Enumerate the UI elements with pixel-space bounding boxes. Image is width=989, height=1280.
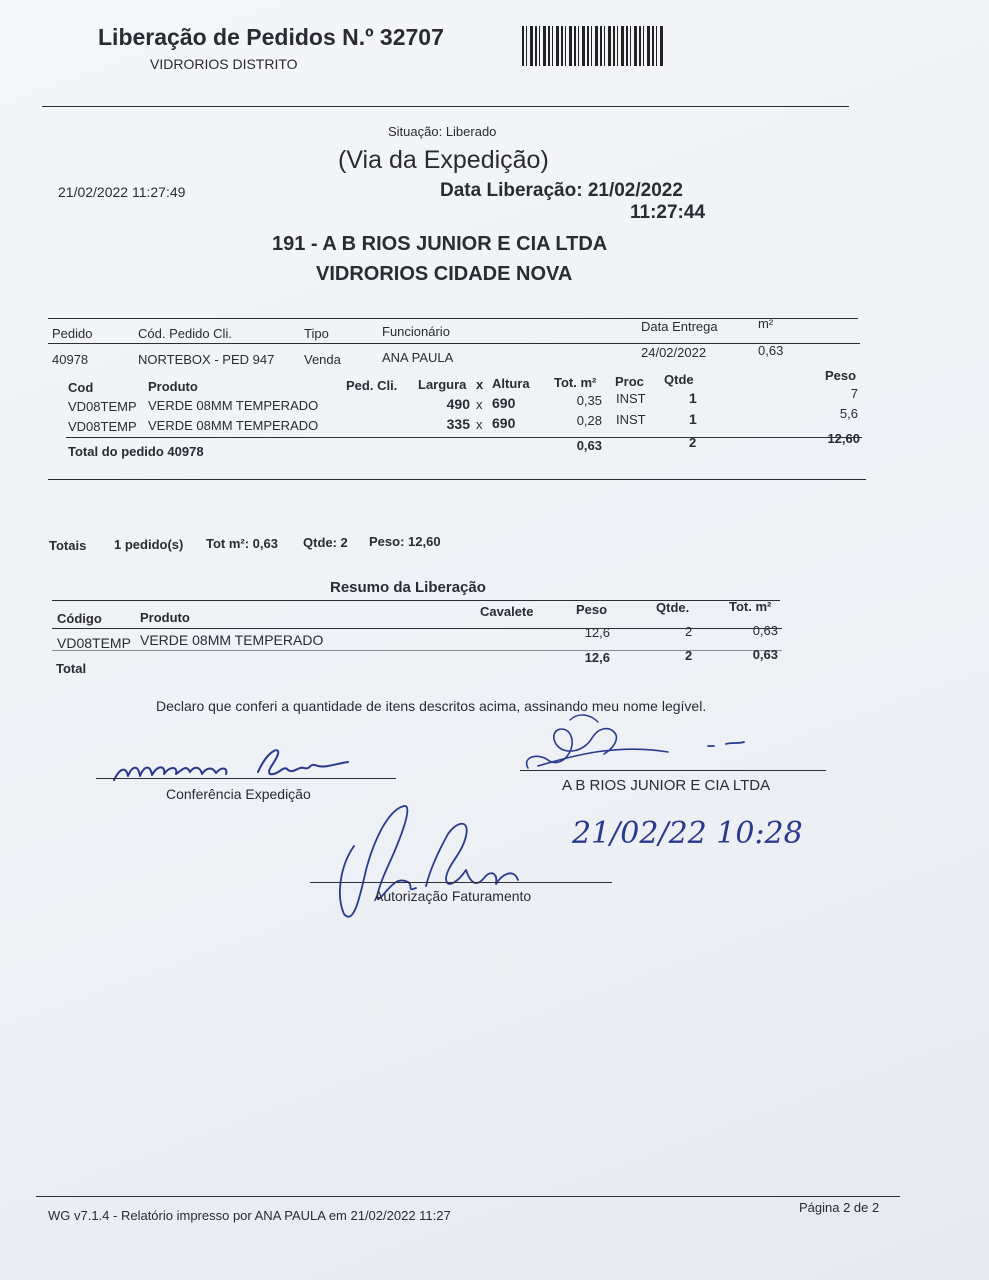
- order-cod-pedido-cli: NORTEBOX - PED 947: [138, 352, 275, 367]
- resumo-total-label: Total: [56, 661, 87, 676]
- resumo-peso: 12,6: [584, 625, 610, 640]
- conferencia-signature: [108, 740, 398, 790]
- company-subtitle: VIDRORIOS DISTRITO: [150, 56, 298, 72]
- resumo-total-rule: [52, 650, 782, 651]
- footer-page-number: Página 2 de 2: [799, 1200, 880, 1215]
- handwritten-datetime: 21/02/22 10:28: [572, 816, 803, 851]
- items-col-altura: Altura: [492, 376, 530, 391]
- via-label: (Via da Expedição): [338, 146, 549, 174]
- autorizacao-label: Autorização Faturamento: [374, 888, 532, 904]
- document-title: Liberação de Pedidos N.º 32707: [98, 24, 444, 50]
- col-data-entrega: Data Entrega: [641, 319, 718, 334]
- items-col-cod: Cod: [68, 380, 94, 395]
- resumo-qtde: 2: [685, 624, 693, 639]
- footer-printed-by: WG v7.1.4 - Relatório impresso por ANA PAULA em 21/02/2022 11:27: [48, 1208, 451, 1223]
- order-m2: 0,63: [758, 343, 784, 358]
- items-col-x: x: [476, 377, 484, 392]
- item-proc: INST: [616, 391, 646, 406]
- item-x: x: [476, 417, 483, 432]
- item-tot-m2: 0,35: [576, 393, 602, 408]
- order-total-qtde: 2: [689, 435, 697, 450]
- resumo-col-qtde: Qtde.: [656, 600, 690, 615]
- client-signature-line: [520, 770, 826, 771]
- col-pedido: Pedido: [52, 326, 93, 341]
- item-produto: VERDE 08MM TEMPERADO: [148, 398, 319, 413]
- totals-qtde: Qtde: 2: [303, 535, 348, 550]
- data-liberacao: Data Liberação: 21/02/2022: [440, 180, 683, 201]
- items-col-tot-m2: Tot. m²: [554, 375, 597, 390]
- resumo-col-produto: Produto: [140, 610, 190, 625]
- resumo-total-peso: 12,6: [584, 650, 610, 665]
- item-peso: 5,6: [839, 406, 858, 421]
- resumo-col-codigo: Código: [57, 611, 102, 626]
- resumo-col-tot-m2: Tot. m²: [729, 599, 772, 614]
- item-largura: 335: [446, 416, 470, 432]
- item-proc: INST: [616, 412, 646, 427]
- resumo-header-rule: [52, 628, 782, 629]
- conferencia-line: [96, 778, 396, 779]
- totals-label: Totais: [49, 538, 87, 553]
- item-produto: VERDE 08MM TEMPERADO: [148, 418, 319, 433]
- item-x: x: [476, 397, 483, 412]
- item-peso: 7: [850, 386, 858, 401]
- order-data-entrega: 24/02/2022: [641, 345, 707, 360]
- resumo-title: Resumo da Liberação: [330, 579, 486, 596]
- item-qtde: 1: [689, 411, 697, 427]
- header-divider: [42, 106, 849, 107]
- items-col-peso: Peso: [825, 368, 857, 383]
- item-altura: 690: [492, 415, 516, 431]
- resumo-produto: VERDE 08MM TEMPERADO: [140, 632, 324, 648]
- items-col-produto: Produto: [148, 379, 198, 394]
- col-cod-pedido-cli: Cód. Pedido Cli.: [138, 326, 232, 341]
- resumo-total-tot-m2: 0,63: [752, 647, 778, 662]
- declaration-text: Declaro que conferi a quantidade de itens descritos acima, assinando meu nome legível.: [156, 698, 707, 714]
- col-funcionario: Funcionário: [382, 324, 450, 339]
- resumo-col-cavalete: Cavalete: [480, 604, 534, 619]
- order-funcionario: ANA PAULA: [382, 350, 454, 365]
- col-m2: m²: [758, 316, 774, 331]
- item-qtde: 1: [689, 390, 697, 406]
- footer-rule: [36, 1196, 900, 1197]
- item-tot-m2: 0,28: [576, 413, 602, 428]
- hora-liberacao: 11:27:44: [630, 202, 706, 223]
- client-name: 191 - A B RIOS JUNIOR E CIA LTDA: [272, 233, 608, 255]
- autorizacao-line: [310, 882, 612, 883]
- items-total-rule: [66, 437, 862, 438]
- order-tipo: Venda: [304, 352, 341, 367]
- items-col-largura: Largura: [418, 377, 467, 392]
- barcode: [522, 26, 664, 66]
- items-col-qtde: Qtde: [664, 372, 694, 387]
- totals-m2: Tot m²: 0,63: [206, 536, 278, 551]
- items-col-ped-cli: Ped. Cli.: [346, 378, 398, 393]
- resumo-col-peso: Peso: [576, 602, 608, 617]
- order-header-rule: [48, 343, 860, 344]
- item-altura: 690: [492, 395, 516, 411]
- print-datetime: 21/02/2022 11:27:49: [58, 184, 186, 200]
- col-tipo: Tipo: [304, 326, 329, 341]
- client-signature-label: A B RIOS JUNIOR E CIA LTDA: [562, 777, 771, 794]
- resumo-tot-m2: 0,63: [752, 623, 778, 638]
- conferencia-label: Conferência Expedição: [166, 786, 311, 802]
- order-total-label: Total do pedido 40978: [68, 444, 204, 459]
- order-bottom-rule: [48, 479, 866, 480]
- resumo-total-qtde: 2: [685, 648, 693, 663]
- situacao-label: Situação: Liberado: [388, 124, 497, 139]
- autorizacao-signature: [330, 800, 550, 930]
- client-store: VIDRORIOS CIDADE NOVA: [316, 263, 573, 285]
- item-cod: VD08TEMP: [68, 419, 137, 434]
- items-col-proc: Proc: [615, 374, 644, 389]
- resumo-codigo: VD08TEMP: [57, 635, 131, 651]
- order-total-peso: 12,60: [827, 431, 860, 446]
- order-pedido: 40978: [52, 352, 89, 367]
- item-largura: 490: [446, 396, 470, 412]
- order-top-rule: [48, 318, 858, 319]
- totals-pedidos: 1 pedido(s): [114, 537, 184, 552]
- item-cod: VD08TEMP: [68, 399, 137, 414]
- totals-peso: Peso: 12,60: [369, 534, 441, 549]
- order-total-m2: 0,63: [576, 438, 602, 453]
